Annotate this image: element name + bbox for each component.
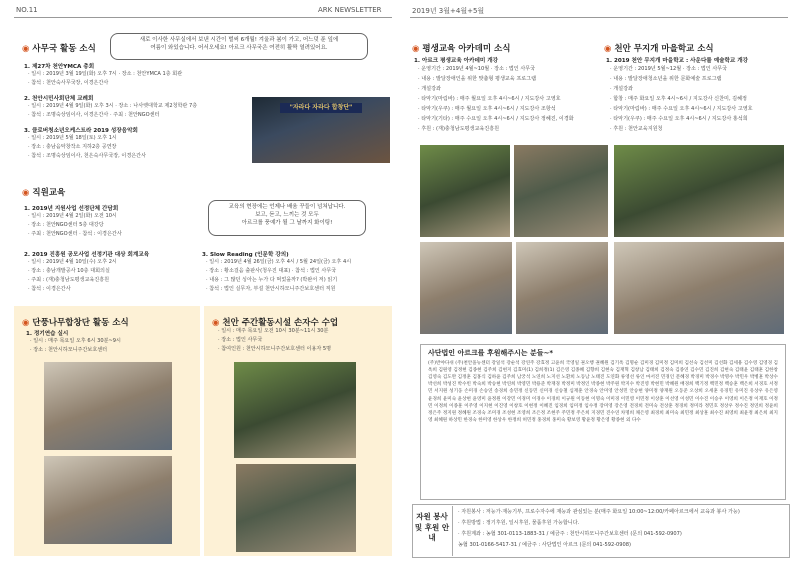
village-line: · 타악기(마림바) : 매주 수요일 오후 4시~6시 / 지도강사 고영호 (610, 106, 753, 112)
village-school-title: ◉ 천안 무지개 마을학교 소식 (604, 44, 714, 54)
header-rule-left (14, 17, 392, 18)
staff-item-title: 1. 2019년 지원사업 선정단체 간담회 (24, 206, 119, 212)
embroidery-line: · 장소 : 법인 사무국 (218, 337, 263, 343)
newsletter-title: ARK NEWSLETTER (318, 6, 382, 14)
staff-item-line: · 일시 : 2019년 4월 10일(수) 오후 2시 (28, 259, 117, 265)
staff-item-line: · 장소 : 황소걸음 출판사(청우진 대표) · 참석 : 법인 사무국 (206, 268, 337, 274)
embroidery-line: · 일시 : 매주 목요일 오전 10시 30분~11시 30분 (218, 328, 329, 334)
staff-bubble-line: 교육의 현장에는 언제나 배움 꾸들이 넘쳐납니다. (228, 204, 346, 210)
academy-photo-2 (514, 145, 608, 237)
office-item-title: 3. 클로버청소년오케스트라 2019 성장음악회 (24, 128, 138, 134)
footer-divider (452, 506, 453, 556)
footer-line: · 자원봉사 : 저능가·재능기부, 프로수자수에 재능과 관심있는 분(매주 화요일 10:00~12:00/카페아르크에서 교육과 봉사 가능) (458, 509, 740, 515)
staff-bubble (208, 200, 366, 236)
volunteer-support-label: 자원 봉사 및 후원 안내 (414, 512, 450, 542)
village-line: · 타악기(우쿠) : 매주 수요일 오후 4시~6시 / 지도강사 홍석희 (610, 116, 748, 122)
village-sub-title: 1. 2019 천안 무지개 마을학교 : 사운다를 예술학교 개강 (606, 58, 749, 64)
office-bubble (110, 33, 368, 60)
office-item-line: · 일시 : 2019년 4월 9일(화) 오후 3시 · 장소 : 나사렛대학교 제2청학관 7층 (28, 103, 198, 109)
staff-item-line: · 장소 : 천안NGO센터 5층 대강당 (28, 222, 104, 228)
staff-item-title: 3. Slow Reading (인문학 강의) (202, 252, 289, 258)
academy-line: · 운영기간 : 2019년 4월~10월 · 장소 : 법인 사무국 (418, 66, 536, 72)
office-item-line: · 일시 : 2019년 5월 18일(토) 오후 1시 (28, 135, 117, 141)
choir-sub-title: 1. 정기연습 실시 (26, 331, 69, 337)
staff-bubble-line: 아르크를 풍예가 될 그 날까지 화이팅! (241, 219, 333, 226)
office-news-title: ◉ 사무국 활동 소식 (22, 44, 96, 54)
bullet-icon: ◉ (22, 188, 30, 198)
staff-item-line: · 참석 : 법인 실무자, 부설 천안시하모니주간보호센터 직원 (206, 286, 336, 292)
choir-photo-2 (44, 456, 172, 544)
embroidery-title: ◉ 천안 주간활동시설 손자수 수업 (212, 318, 339, 328)
academy-photo-1 (420, 145, 510, 237)
bullet-icon: ◉ (412, 44, 420, 54)
choir-banner: "자라다 자라다 합창단" (280, 103, 362, 113)
issue-date: 2019년 3월+4월+5월 (412, 7, 485, 15)
academy-title: ◉ 평생교육 아카데미 소식 (412, 44, 511, 54)
office-item-title: 2. 천안시민사회단체 교례회 (24, 96, 94, 102)
academy-photo-4 (516, 242, 608, 334)
village-line: · 운영기간 : 2019년 5월~12월 · 장소 : 법인 사무국 (610, 66, 728, 72)
village-photo-2 (614, 242, 784, 334)
staff-item-line: · 주최 : (재)충청남도평생교육진흥원 (28, 277, 110, 283)
village-line: · 개설강좌 (610, 86, 633, 92)
staff-item-line: · 주최 : 천안NGO센터 · 참석 : 이경은간사 (28, 231, 122, 237)
office-bubble-line: 새로 이사한 사무실에서 보낸 시간이 벌써 6개월! 겨울과 봄이 가고, 어느덧 푼 잎에 (139, 37, 339, 43)
village-photo-1 (614, 145, 784, 237)
choir-line: · 장소 : 천안시하모니주간보호센터 (30, 347, 108, 353)
academy-line: · 타악기(우쿠) : 매주 월요일 오후 4시~6시 / 지도강사 조항석 (418, 106, 556, 112)
staff-item-line: · 내용 : 그 많던 싱아는 누가 다 먹었을까? (박완서 저) 읽기 (206, 277, 338, 283)
academy-sub-title: 1. 아르크 평생교육 아카데미 개강 (414, 58, 499, 64)
academy-line: · 개설강좌 (418, 86, 441, 92)
bullet-icon: ◉ (604, 44, 612, 54)
office-item-line: · 참석 : 천안숙사무국장, 이경은간사 (28, 80, 109, 86)
staff-item-line: · 참석 : 이경은간사 (28, 286, 71, 292)
staff-item-title: 2. 2019 진흥원 공모사업 선정기관 대상 회계교육 (24, 252, 150, 258)
village-line: · 합창 : 매주 화요일 오후 4시~6시 / 지도강사 신찬미, 김혜정 (610, 96, 747, 102)
embroidery-line: · 참여인원 : 천안시하모니주간보호센터 이용자 5명 (218, 346, 332, 352)
staff-bubble-line: 보고, 듣고, 느끼는 것 모두 (255, 211, 319, 218)
office-item-line: · 참석 : 조명숙상임이사, 이경은간사 · 주최 : 천안NGO센터 (28, 112, 160, 118)
choir-photo-1 (44, 362, 172, 450)
choir-line: · 일시 : 매주 목요일 오후 6시 30분~9시 (30, 338, 121, 344)
staff-education-title: ◉ 직원교육 (22, 188, 66, 198)
office-item-line: · 일시 : 2019년 3월 19일(화) 오후 7시 · 장소 : 천안YMCA 1층 회관 (28, 71, 183, 77)
academy-line: · 후원 : (재)충청남도평생교육진흥원 (418, 126, 500, 132)
concert-photo (252, 97, 390, 163)
academy-photo-3 (420, 242, 512, 334)
footer-line: · 후원방법 : 정기후원, 일시후원, 물품후원 가능합니다. (458, 520, 580, 526)
embroidery-photo-2 (236, 464, 356, 552)
staff-item-line: · 장소 : 충남개발공사 10층 대회의실 (28, 268, 110, 274)
supporters-list: (주)반야다쉬 (주)천안올뉴센터 강일석 강순석 강연주 강효정 고윤희 국영일 권오행 권혜원 김기옥 김명순 김미경 김미정 김미희 김선숙 김선미 김선화 김세용 김수영 김영경 김옥희 김원영 김정현 김종현 김주희 김현지 김효미(1) 김희정(1) 김은영 김종혜 김향희 김현숙 김재혁 김창남 김태희 김정숙 김종연 김수민 김진희 김현숙 김태윤 김태훈 김한창 김영숙 김도완 김정훈 김홍식 김하윤 김주희 남궁석 노연희 노지선 노환희 노동남 노태진 도연화 류영선 류인 마서진 민경인 문혜경 박경미 박경수 박명수 박민우 박병훈 박상수 박선희 박성진 박수빈 박숙희 박승현 박연희 박영민 박용준 박재경 박정미 박정인 박종현 박주원 박지수 박진영 박현민 박혜원 배경희 백기정 백민정 백승훈 백은희 서경호 서정민 서지원 성기웅 손미경 손승연 송경희 송민정 신동민 신미경 신승철 심재훈 안경숙 안미영 안성민 안승현 양미정 양재원 오동준 오상희 오세훈 유경민 유미진 유상우 유은영 윤경희 윤미숙 윤상현 윤영미 윤정원 이강민 이경미 이경수 이경희 이규원 이동현 이명숙 이미경 이민영 이민정 이상훈 이선영 이성민 이수진 이승우 이영희 이은정 이재호 이정민 이정희 이종훈 이주영 이지현 이진영 이창호 이현정 이혜진 임경희 임미정 임수정 장미영 장은영 전경희 전미숙 전상훈 정경희 정미라 정민호 정상우 정수진 정연희 정윤희 정은주 정지원 정혜원 조경숙 조미경 조성현 조영희 조은정 조현주 주민정 주은희 지경민 진수연 차명희 채은영 최경희 최미숙 최민정 최상훈 최수진 최영희 최윤정 최은희 최지영 최혜원 하상민 한경숙 한미영 한상우 한정희 허민정 홍경희 홍미숙 황보영 황윤정 황은영 황종현 외 다수 (428, 361, 778, 423)
village-line: · 후원 : 천안교육지원청 (610, 126, 663, 132)
bullet-icon: ◉ (22, 44, 30, 54)
academy-line: · 타악기(기타) : 매주 수요일 오후 4시~6시 / 지도강사 정혜진, 이경화 (418, 116, 574, 122)
office-item-line: · 장소 : 충남음악창작소 지하2층 공연장 (28, 144, 117, 150)
page-number: NO.11 (16, 6, 38, 14)
office-bubble-line: 여름이 와있습니다. 어서오세요! 아르크 사무국은 여전히 활짝 열려있어요. (150, 44, 328, 51)
academy-line: · 타악기(마림바) : 매주 월요일 오후 4시~6시 / 지도강사 고영호 (418, 96, 561, 102)
staff-item-line: · 일시 : 2019년 4월 26일(금) 오후 4시 / 5월 24일(금) 오후 4시 (206, 259, 352, 265)
village-line: · 내용 : 발달장애청소년을 위한 문화예술 프로그램 (610, 76, 722, 82)
office-item-line: · 참석 : 조명숙상임이사, 천은숙사무국장, 이경은간사 (28, 153, 147, 159)
bullet-icon: ◉ (22, 318, 30, 328)
supporters-title: 사단법인 아르크를 후원해주시는 분들~* (428, 349, 554, 357)
choir-news-title: ◉ 단풍나무합창단 활동 소식 (22, 318, 129, 328)
office-item-title: 1. 제27차 천안YMCA 총회 (24, 64, 95, 70)
staff-item-line: · 일시 : 2019년 4월 2일(화) 오전 10시 (28, 213, 117, 219)
header-rule-right (410, 17, 788, 18)
footer-line: 농협 301-0166-5417-31 / 예금주 : 사단법인 아르크 (문의 041-592-0908) (458, 542, 631, 548)
bullet-icon: ◉ (212, 318, 220, 328)
academy-line: · 내용 : 발달장애인을 위한 맞춤형 평생교육 프로그램 (418, 76, 537, 82)
footer-line: · 후원계좌 : 농협 301-0113-1883-31 / 예금주 : 천안시하모니주간보호센터 (문의 041-592-0907) (458, 531, 682, 537)
embroidery-photo-1 (234, 362, 356, 458)
